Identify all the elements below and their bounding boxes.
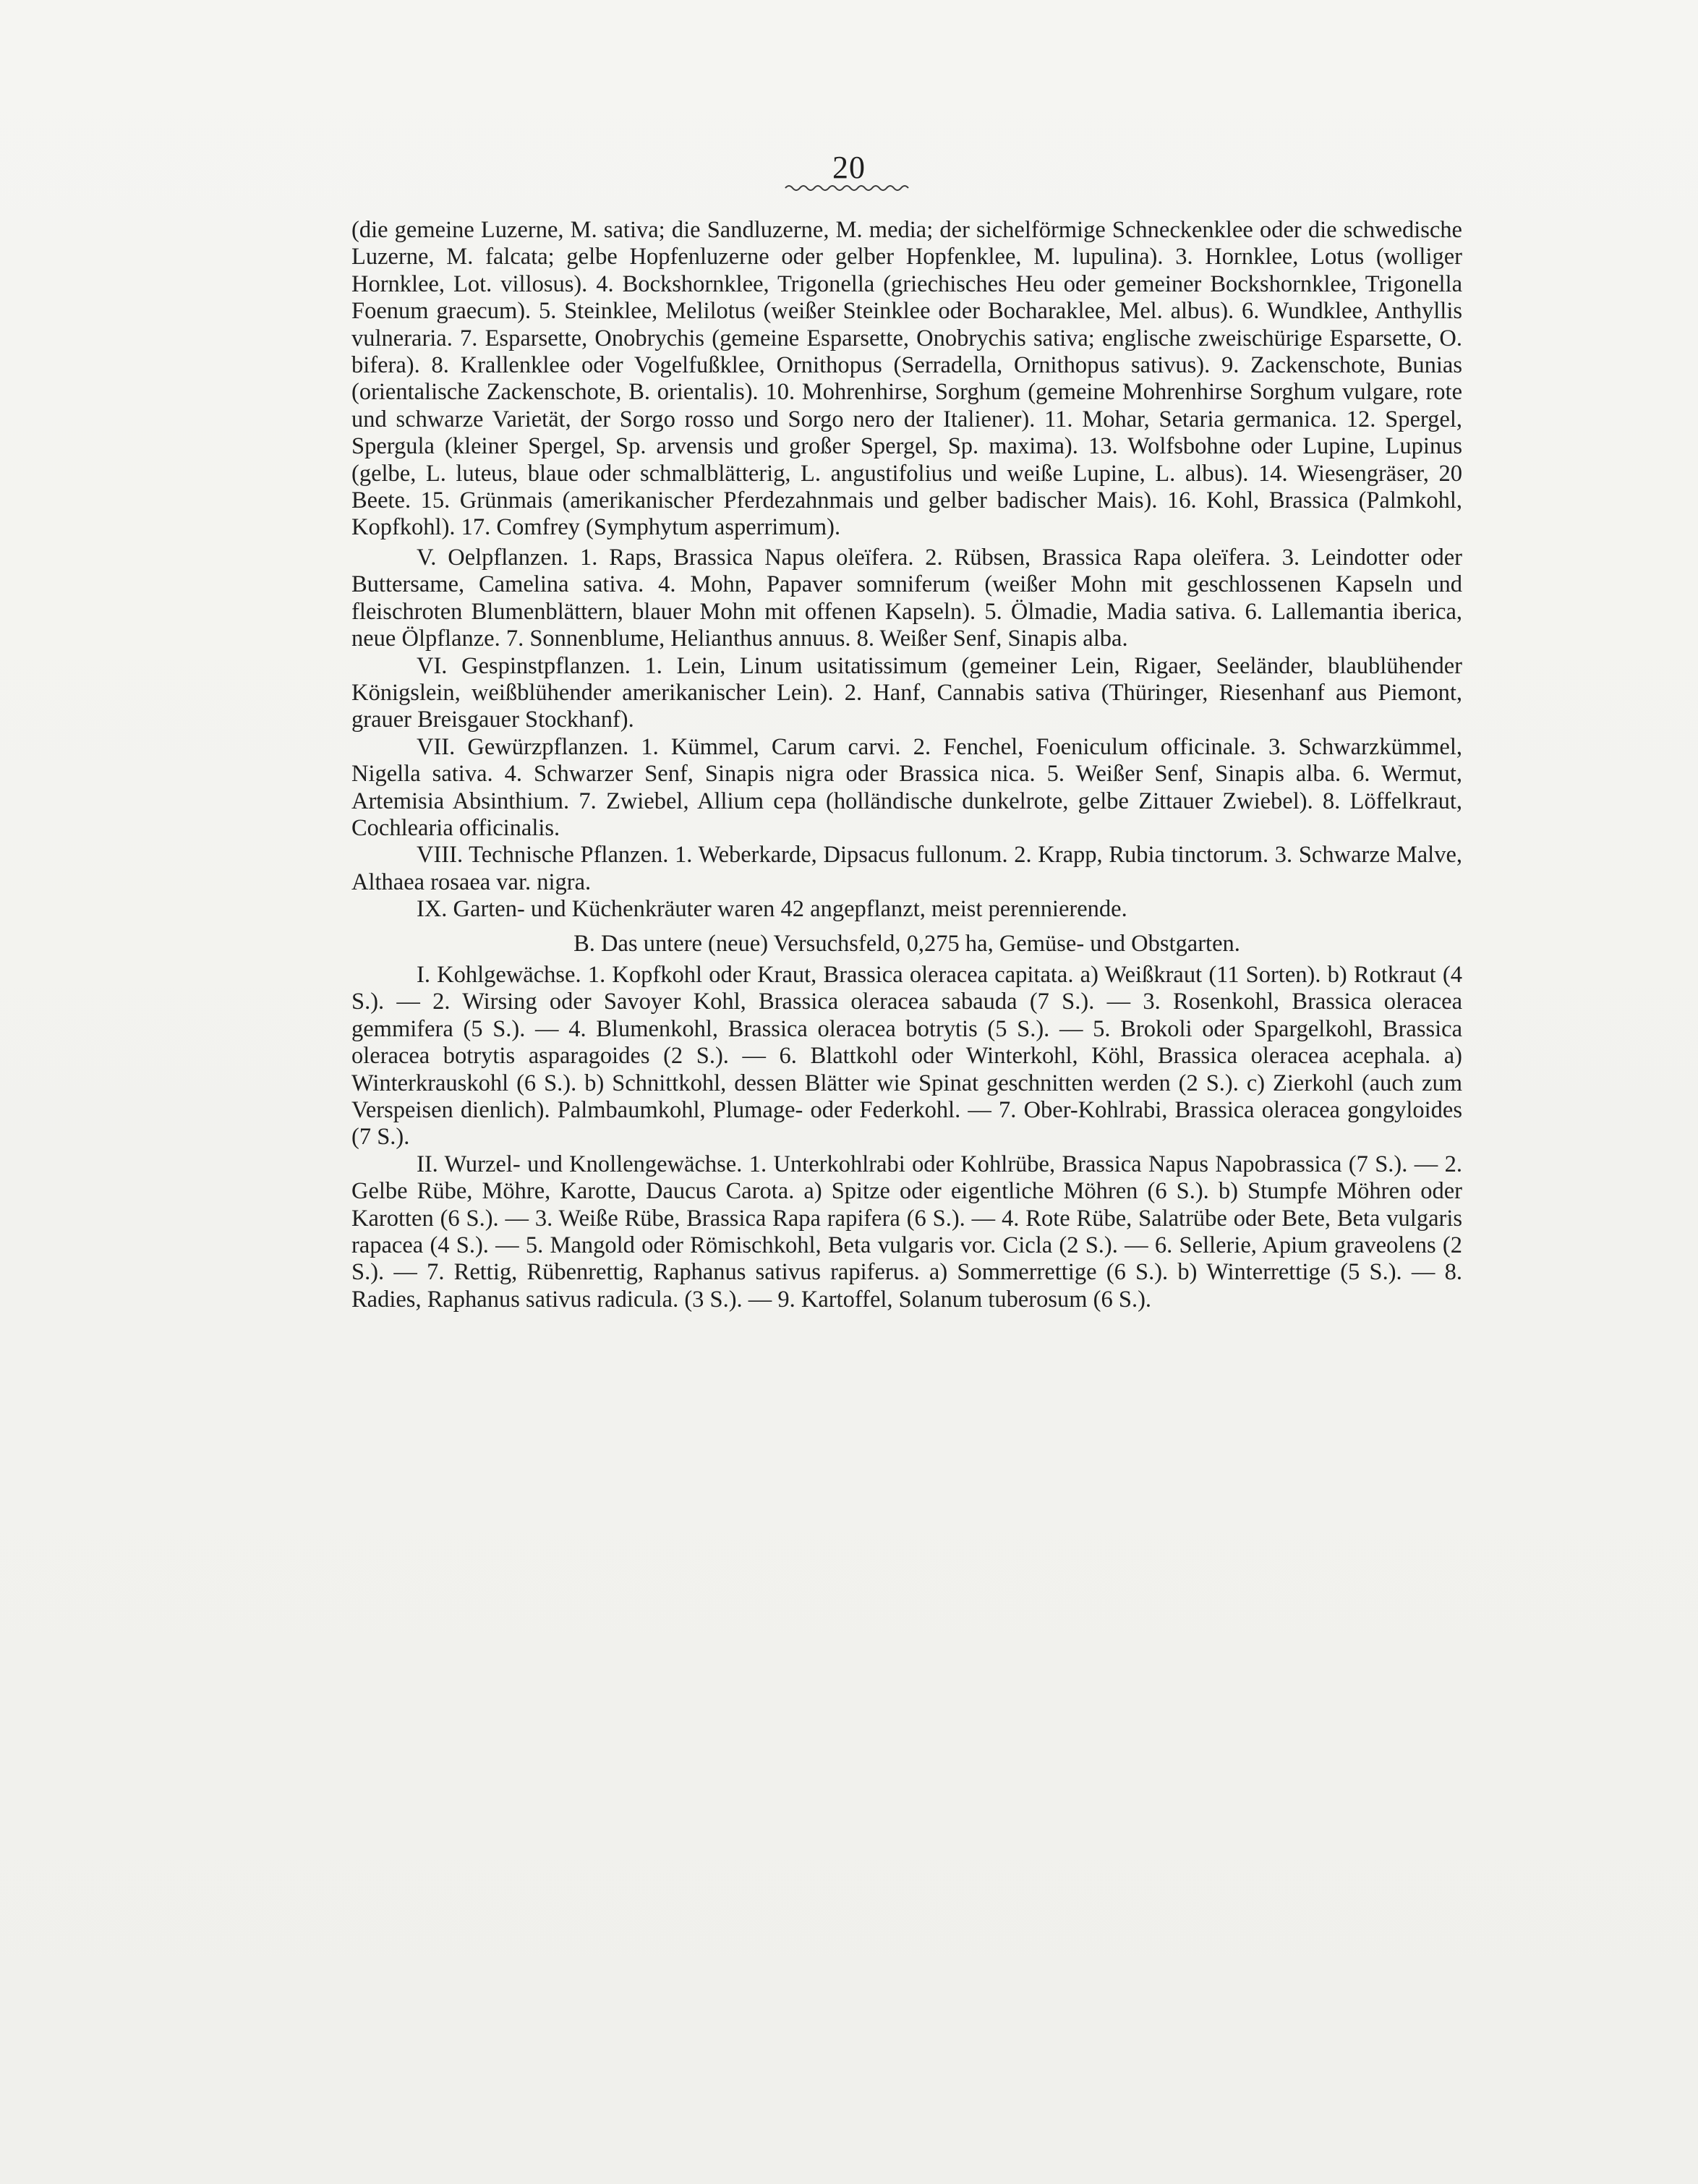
paragraph-gartenkraeuter: IX. Garten- und Küchenkräuter waren 42 angepflanzt, meist perennierende. — [417, 896, 1127, 923]
page-number-ornament — [784, 182, 914, 194]
paragraph-wurzelgewaechse: II. Wurzel- und Knollengewächse. 1. Unterkohlrabi oder Kohlrübe, Brassica Napus Napobrassica (7 S.). — 2. Gelbe Rübe, Möhre, Karotte, Daucus Carota. a) Spitze oder eigentliche Möhren (6 S.). b) Stumpfe Möhren oder Karotten (6 S.). — 3. Weiße Rübe, Brassica Rapa rapifera (6 S.). — 4. Rote Rübe, Salatrübe oder Bete, Beta vulgaris rapacea (4 S.). — 5. Mangold oder Römischkohl, Beta vulgaris vor. Cicla (2 S.). — 6. Sellerie, Apium graveolens (2 S.). — 7. Rettig, Rübenrettig, Raphanus sativus rapiferus. a) Sommerrettige (6 S.). b) Winterrettige (5 S.). — 8. Radies, Raphanus sativus radicula. (3 S.). — 9. Kartoffel, Solanum tuberosum (6 S.). — [351, 1151, 1462, 1313]
page-number: 20 — [832, 150, 866, 185]
paragraph-oelpflanzen: V. Oelpflanzen. 1. Raps, Brassica Napus oleïfera. 2. Rübsen, Brassica Rapa oleïfera. 3. Leindotter oder Buttersame, Camelina sativa. 4. Mohn, Papaver somniferum (weißer Mohn mit geschlossenen Kapseln und fleischroten Blumenblättern, blauer Mohn mit offenen Kapseln). 5. Ölmadie, Madia sativa. 6. Lallemantia iberica, neue Ölpflanze. 7. Sonnenblume, Helianthus annuus. 8. Weißer Senf, Sinapis alba. — [351, 544, 1462, 652]
body-text — [351, 217, 1462, 1313]
paragraph-gewuerzpflanzen: VII. Gewürzpflanzen. 1. Kümmel, Carum carvi. 2. Fenchel, Foeniculum officinale. 3. Schwarzkümmel, Nigella sativa. 4. Schwarzer Senf, Sinapis nigra oder Brassica nica. 5. Weißer Senf, Sinapis alba. 6. Wermut, Artemisia Absinthium. 7. Zwiebel, Allium cepa (holländische dunkelrote, gelbe Zittauer Zwiebel). 8. Löffelkraut, Cochlearia officinalis. — [351, 733, 1462, 841]
paragraph-technische-pflanzen: VIII. Technische Pflanzen. 1. Weberkarde, Dipsacus fullonum. 2. Krapp, Rubia tinctorum. 3. Schwarze Malve, Althaea rosaea var. nigra. — [351, 842, 1462, 895]
section-heading-b: B. Das untere (neue) Versuchsfeld, 0,275 ha, Gemüse- und Obstgarten. — [573, 930, 1240, 957]
paragraph-luzerne-continuation: (die gemeine Luzerne, M. sativa; die Sandluzerne, M. media; der sichelförmige Schneckenklee oder die schwedische Luzerne, M. falcata; gelbe Hopfenluzerne oder gelber Hopfenklee, M. lupulina). 3. Hornklee, Lotus (wolliger Hornklee, Lot. villosus). 4. Bockshornklee, Trigonella (griechisches Heu oder gemeiner Bockshornklee, Trigonella Foenum graecum). 5. Steinklee, Melilotus (weißer Steinklee oder Bocharaklee, Mel. albus). 6. Wundklee, Anthyllis vulneraria. 7. Esparsette, Onobrychis (gemeine Esparsette, Onobrychis sativa; englische zweischürige Esparsette, O. bifera). 8. Krallenklee oder Vogelfußklee, Ornithopus (Serradella, Ornithopus sativus). 9. Zackenschote, Bunias (orientalische Zackenschote, B. orientalis). 10. Mohrenhirse, Sorghum (gemeine Mohrenhirse Sorghum vulgare, rote und schwarze Varietät, der Sorgo rosso und Sorgo nero der Italiener). 11. Mohar, Setaria germanica. 12. Spergel, Spergula (kleiner Spergel, Sp. arvensis und großer Spergel, Sp. maxima). 13. Wolfsbohne oder Lupine, Lupinus (gelbe, L. luteus, blaue oder schmalblätterig, L. angustifolius und weiße Lupine, L. albus). 14. Wiesengräser, 20 Beete. 15. Grünmais (amerikanischer Pferdezahnmais und gelber badischer Mais). 16. Kohl, Brassica (Palmkohl, Kopfkohl). 17. Comfrey (Symphytum asperrimum). — [351, 217, 1462, 541]
paragraph-gespinstpflanzen: VI. Gespinstpflanzen. 1. Lein, Linum usitatissimum (gemeiner Lein, Rigaer, Seeländer, blaublühender Königslein, weißblühender amerikanischer Lein). 2. Hanf, Cannabis sativa (Thüringer, Riesenhanf aus Piemont, grauer Breisgauer Stockhanf). — [351, 652, 1462, 733]
paragraph-kohlgewaechse: I. Kohlgewächse. 1. Kopfkohl oder Kraut, Brassica oleracea capitata. a) Weißkraut (11 Sorten). b) Rotkraut (4 S.). — 2. Wirsing oder Savoyer Kohl, Brassica oleracea sabauda (7 S.). — 3. Rosenkohl, Brassica oleracea gemmifera (5 S.). — 4. Blumenkohl, Brassica oleracea botrytis (5 S.). — 5. Brokoli oder Spargelkohl, Brassica oleracea botrytis asparagoides (2 S.). — 6. Blattkohl oder Winterkohl, Köhl, Brassica oleracea acephala. a) Winterkrauskohl (6 S.). b) Schnittkohl, dessen Blätter wie Spinat geschnitten werden (2 S.). c) Zierkohl (auch zum Verspeisen dienlich). Palmbaumkohl, Plumage- oder Federkohl. — 7. Ober-Kohlrabi, Brassica oleracea gongyloides (7 S.). — [351, 961, 1462, 1151]
